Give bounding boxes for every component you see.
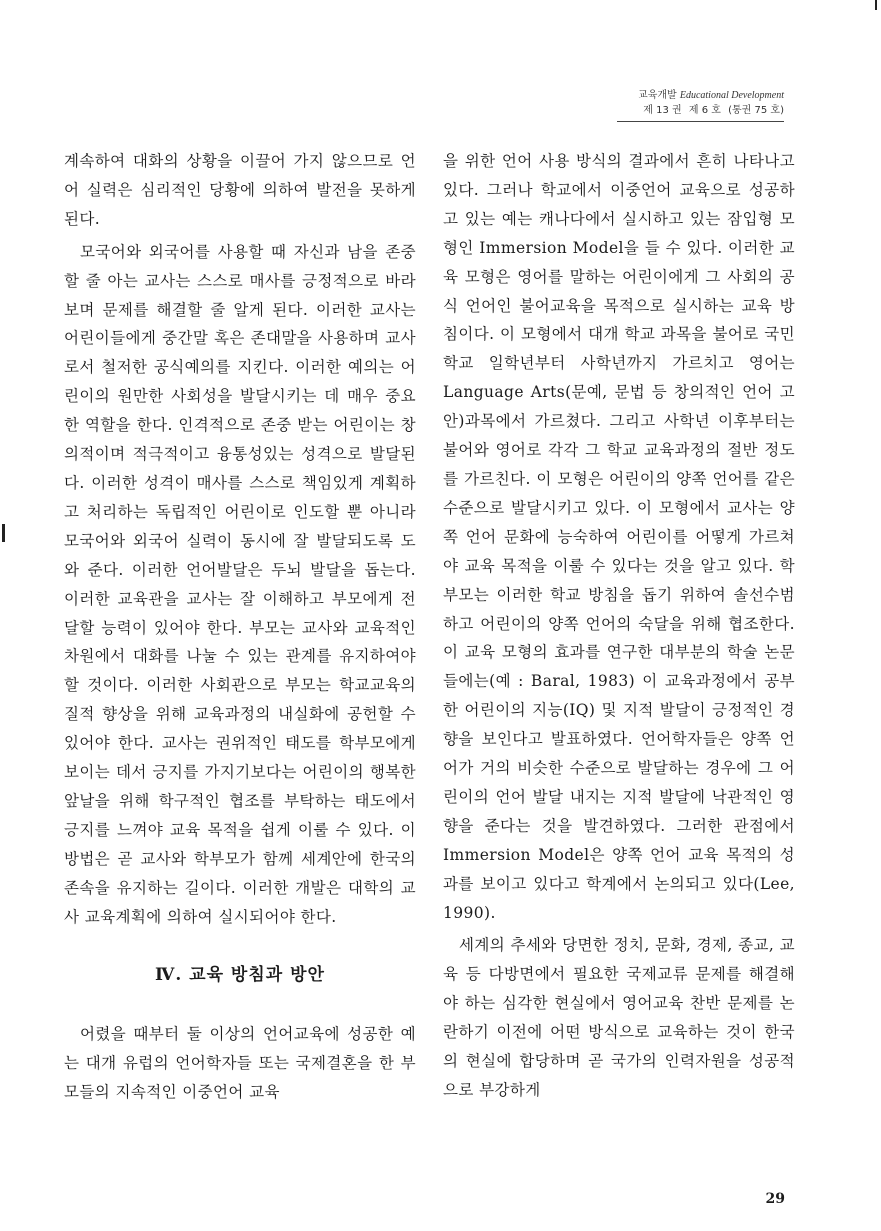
scan-mark	[875, 0, 877, 10]
paragraph: 모국어와 외국어를 사용할 때 자신과 남을 존중할 줄 아는 교사는 스스로 매사를 긍정적으로 바라보며 문제를 해결할 줄 알게 된다. 이러한 교사는 어린이들에게 중간말 혹은 존대말을 사용하며 교사로서 철저한 공식예의를 지킨다. 이러한 예의는 어린이의 원만한 사회성을 발달시키는 데 매우 중요한 역할을 한다. 인격적으로 존중 받는 어린이는 창의적이며 적극적이고 융통성있는 성격으로 발달된다. 이러한 성격이 매사를 스스로 책임있게 계획하고 처리하는 독립적인 어린이로 인도할 뿐 아니라 모국어와 외국어 실력이 동시에 잘 발달되도록 도와 준다. 이러한 언어발달은 두뇌 발달을 돕는다. 이러한 교육관을 교사는 잘 이해하고 부모에게 전달할 능력이 있어야 한다. 부모는 교사와 교육적인 차원에서 대화를 나눌 수 있는 관계를 유지하여야 할 것이다. 이러한 사회관으로 부모는 학교교육의 질적 향상을 위해 교육과정의 내실화에 공헌할 수 있어야 한다. 교사는 권위적인 태도를 학부모에게 보이는 데서 긍지를 가지기보다는 어린이의 행복한 앞날을 위해 학구적인 협조를 부탁하는 태도에서 긍지를 느껴야 교육 목적을 쉽게 이룰 수 있다. 이 방법은 곧 교사와 학부모가 함께 세계안에 한국의 존속을 유지하는 길이다. 이러한 개발은 대학의 교사 교육계획에 의하여 실시되어야 한다.	[64, 242, 416, 926]
journal-title-ko: 교육개발	[638, 90, 677, 101]
scan-mark	[2, 524, 5, 542]
issue-info	[638, 103, 784, 118]
page-number: 29	[765, 1191, 785, 1207]
right-column	[443, 147, 795, 1105]
volume: 제 13 권	[643, 105, 682, 116]
paragraph: 어렸을 때부터 둘 이상의 언어교육에 성공한 예는 대개 유럽의 언어학자들 또는 국제결혼을 한 부모들의 지속적인 이중언어 교육	[64, 1025, 416, 1102]
section-heading: Ⅳ. 교육 방침과 방안	[155, 965, 325, 986]
header-rule	[617, 121, 784, 122]
issue: 제 6 호	[688, 105, 721, 116]
paragraph: 을 위한 언어 사용 방식의 결과에서 흔히 나타나고 있다. 그러나 학교에서 이중언어 교육으로 성공하고 있는 예는 캐나다에서 실시하고 있는 잠입형 모형인 Immersion Model을 들 수 있다. 이러한 교육 모형은 영어를 말하는 어린이에게 그 사회의 공식 언어인 불어교육을 목적으로 실시하는 교육 방침이다. 이 모형에서 대개 학교 과목을 불어로 국민학교 일학년부터 사학년까지 가르치고 영어는 Language Arts(문예, 문법 등 창의적인 언어 고안)과목에서 가르쳤다. 그리고 사학년 이후부터는 불어와 영어로 각각 그 학교 교육과정의 절반 정도를 가르친다. 이 모형은 어린이의 양쪽 언어를 같은 수준으로 발달시키고 있다. 이 모형에서 교사는 양쪽 언어 문화에 능숙하여 어린이를 어떻게 가르쳐야 교육 목적을 이룰 수 있다는 것을 알고 있다. 학부모는 이러한 학교 방침을 돕기 위하여 솔선수범하고 어린이의 양쪽 언어의 숙달을 위해 협조한다. 이 교육 모형의 효과를 연구한 대부분의 학술 논문들에는(예 : Baral, 1983) 이 교육과정에서 공부한 어린이의 지능(IQ) 및 지적 발달이 긍정적인 경향을 보인다고 발표하였다. 언어학자들은 양쪽 언어가 거의 비슷한 수준으로 발달하는 경우에 그 어린이의 언어 발달 내지는 지적 발달에 낙관적인 영향을 준다는 것을 발견하였다. 그러한 관점에서 Immersion Model은 양쪽 언어 교육 목적의 성과를 보이고 있다고 학계에서 논의되고 있다(Lee, 1990).	[443, 152, 795, 922]
journal-title	[638, 88, 784, 103]
paragraph: 세계의 추세와 당면한 정치, 문화, 경제, 종교, 교육 등 다방면에서 필요한 국제교류 문제를 해결해야 하는 심각한 현실에서 영어교육 찬반 문제를 논란하기 이전에 어떤 방식으로 교육하는 것이 한국의 현실에 합당하며 곧 국가의 인력자원을 성공적으로 부강하게	[443, 936, 795, 1099]
total-issue: (통권 75 호)	[728, 105, 784, 116]
journal-title-en: Educational Development	[679, 90, 784, 101]
paragraph: 계속하여 대화의 상황을 이끌어 가지 않으므로 언어 실력은 심리적인 당황에 의하여 발전을 못하게 된다.	[64, 152, 416, 228]
left-column	[64, 147, 416, 1107]
running-header	[638, 88, 784, 118]
